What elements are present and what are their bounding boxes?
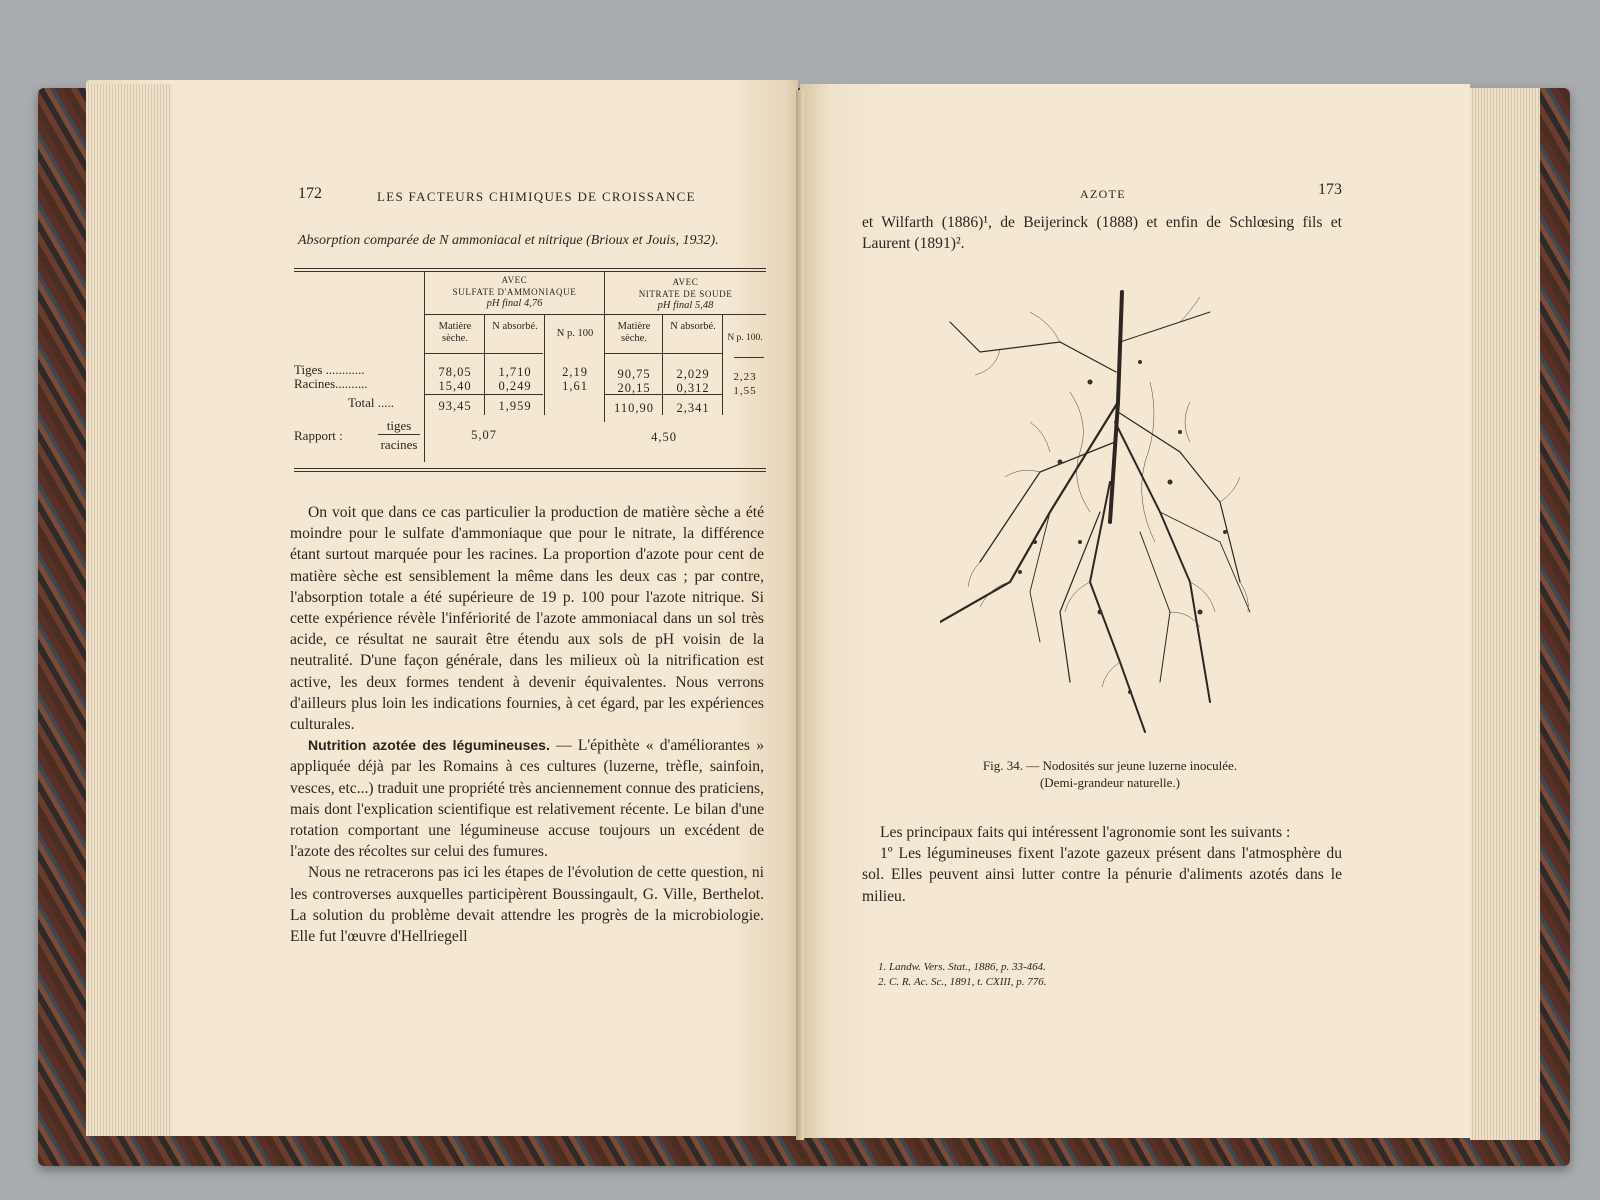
cell-tiges-g1-ms: 78,05 (438, 365, 472, 379)
right-opening: et Wilfarth (1886)¹, de Beijerinck (1888) et enfin de Schlœsing fils et Laurent (1891)². (862, 214, 1342, 253)
row-label-total: Total ..... (348, 395, 395, 410)
figure-caption (900, 757, 1320, 791)
rapport-label: Rapport : (294, 428, 343, 443)
g1-np-header: N p. 100 (556, 328, 594, 339)
book-gutter (796, 90, 804, 1140)
rapport-denominator: racines (380, 437, 418, 452)
g2-n-header: N absorbé. (670, 321, 716, 332)
cell-racines-g2-np: 1,55 (733, 385, 757, 397)
footnote-1: 1. Landw. Vers. Stat., 1886, p. 33-464. (878, 961, 1046, 973)
cell-racines-g1-np: 1,61 (562, 379, 588, 393)
cell-total-g2-ms: 110,90 (614, 401, 654, 415)
absorption-table (294, 268, 766, 474)
right-running-head: AZOTE (1080, 187, 1126, 201)
left-paragraph-2 (290, 735, 764, 862)
cell-tiges-g2-np: 2,23 (733, 371, 757, 383)
cell-racines-g2-ms: 20,15 (617, 381, 651, 395)
right-paragraph-1: Les principaux faits qui intéressent l'agronomie sont les suivants : (880, 824, 1291, 841)
cell-tiges-g1-n: 1,710 (498, 365, 532, 379)
group2-line3: pH final 5,48 (657, 300, 714, 311)
left-paragraph-3: Nous ne retracerons pas ici les étapes de l'évolution de cette question, ni les controverses auxquelles participèrent Boussingault, G. Ville, Berthelot. La solution du problème devait attendre les progrès de la microbiologie. Elle fut l'œuvre d'Hellriegell (290, 864, 764, 946)
rapport-numerator: tiges (378, 418, 420, 435)
group2-line1: AVEC (672, 277, 699, 287)
left-page-edges (86, 84, 172, 1136)
cell-racines-g1-ms: 15,40 (438, 379, 472, 393)
cell-racines-g2-n: 0,312 (676, 381, 710, 395)
rapport-g1: 5,07 (471, 428, 497, 442)
left-folio: 172 (298, 185, 322, 202)
rapport-g2: 4,50 (651, 430, 677, 444)
cell-tiges-g1-np: 2,19 (562, 365, 588, 379)
group2-line2: NITRATE DE SOUDE (638, 289, 733, 299)
right-folio: 173 (1318, 181, 1342, 198)
left-running-head: LES FACTEURS CHIMIQUES DE CROISSANCE (377, 189, 696, 204)
left-paragraph-1: On voit que dans ce cas particulier la production de matière sèche a été moindre pour le sulfate d'ammoniaque que pour le nitrate, la différence étant surtout marquée pour les racines. La proportion d'azote pour cent de matière sèche est sensiblement la même dans les deux cas ; par contre, l'absorption totale a été supérieure de 19 p. 100 pour l'azote nitrique. Si cette expérience révèle l'infériorité de l'azote ammoniacal dans un sol très acide, ce résultat ne saurait être étendu aux sols de pH voisin de la neutralité. D'une façon générale, dans les milieux où la nitrification est active, les deux formes tendent à devenir équivalentes. Nous verrons d'ailleurs plus loin les indications fournies, à cet égard, par les expériences culturales. (290, 504, 764, 734)
left-body (290, 502, 764, 947)
group1-line3: pH final 4,76 (486, 298, 543, 309)
root-nodules-illustration (940, 282, 1270, 742)
right-body (862, 822, 1342, 907)
right-page-edges (1470, 88, 1540, 1140)
g1-n-header: N absorbé. (492, 321, 538, 332)
cell-total-g1-n: 1,959 (498, 399, 532, 413)
footnote-2: 2. C. R. Ac. Sc., 1891, t. CXIII, p. 776. (878, 976, 1047, 988)
group1-line2: SULFATE D'AMMONIAQUE (452, 287, 577, 297)
g2-matiere-header: Matière sèche. (617, 321, 651, 344)
cell-total-g1-ms: 93,45 (438, 399, 472, 413)
right-paragraph-2: 1º Les légumineuses fixent l'azote gazeux présent dans l'atmosphère du sol. Elles peuvent ainsi lutter contre la pénurie d'aliments azotés dans le milieu. (862, 845, 1342, 905)
cell-tiges-g2-ms: 90,75 (617, 367, 651, 381)
table-caption: Absorption comparée de N ammoniacal et nitrique (Brioux et Jouis, 1932). (298, 233, 719, 248)
figure-caption-line1: Fig. 34. — Nodosités sur jeune luzerne inoculée. (982, 758, 1238, 773)
row-label-tiges: Tiges ............ (294, 362, 365, 377)
group2-header (605, 276, 766, 312)
legumineuses-heading: Nutrition azotée des légumineuses. (308, 737, 550, 754)
cell-total-g2-n: 2,341 (676, 401, 710, 415)
g2-np-header: N p. 100. (727, 333, 763, 343)
cell-tiges-g2-n: 2,029 (676, 367, 710, 381)
group1-header (425, 274, 604, 310)
group1-line1: AVEC (501, 275, 528, 285)
cell-racines-g1-n: 0,249 (498, 379, 532, 393)
figure-caption-line2: (Demi-grandeur naturelle.) (1039, 775, 1181, 790)
row-label-racines: Racines.......... (294, 376, 368, 391)
footnotes (878, 960, 1046, 990)
left-paragraph-2-text: — L'épithète « d'améliorantes » appliquée déjà par les Romains à ces cultures (luzerne, trèfle, sainfoin, vesces, etc...) traduit une propriété très anciennement connue des praticiens, mais dont l'explication scientifique est relativement récente. Le bilan d'une rotation comportant une légumineuse accuse toujours un excédent de l'azote des récoltes sur celui des fumures. (290, 737, 764, 861)
g1-matiere-header: Matière sèche. (438, 321, 472, 344)
